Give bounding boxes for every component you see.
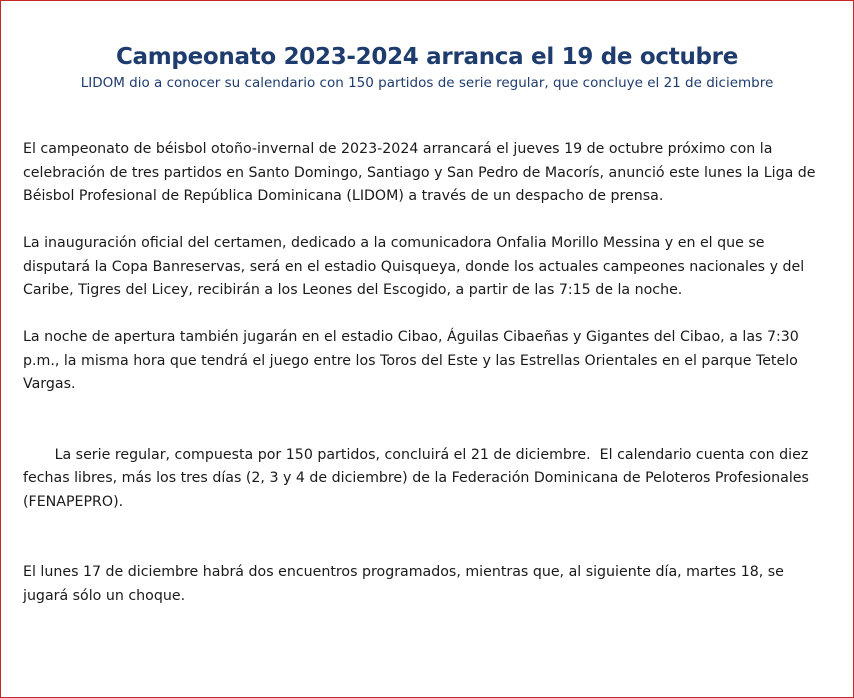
paragraph-5-text: El lunes 17 de diciembre habrá dos encuentros programados, mientras que, al siguiente día, martes 18, se jugará sólo un choque. xyxy=(23,564,784,604)
paragraph-1-text: El campeonato de béisbol otoño-invernal de 2023-2024 arrancará el jueves 19 de octubre próximo con la celebración de tres partidos en Santo Domingo, Santiago y San Pedro de Macorís, anunció este lunes la Liga de Béisbol Profesional de República Dominicana (LIDOM) a través de un despacho de prensa. xyxy=(23,141,816,204)
article-subtitle: LIDOM dio a conocer su calendario con 150 partidos de serie regular, que concluye el 21 de diciembre xyxy=(80,75,774,91)
paragraph-2-line-1: La inauguración oficial del certamen, dedicado a la comunicadora Onfalia Morillo Messina y en el que se xyxy=(23,235,765,251)
paragraph-5 xyxy=(23,561,823,608)
article-body xyxy=(23,138,823,632)
paragraph-2 xyxy=(23,232,823,303)
paragraph-4-text: La serie regular, compuesta por 150 partidos, concluirá el 21 de diciembre. El calendario cuenta con diez fechas libres, más los tres días (2, 3 y 4 de diciembre) de la Federación Dominicana de Peloteros Profesionales (FENAPEPRO). xyxy=(23,446,814,510)
paragraph-2-line-2: disputará la Copa Banreservas, será en el estadio Quisqueya, donde los actuales campeones nacionales y del Caribe, Tigres del Licey, recibirán a los Leones del Escogido, a partir de las 7:15 de la noche. xyxy=(23,258,805,298)
paragraph-1 xyxy=(23,138,823,209)
article-title: Campeonato 2023-2024 arranca el 19 de octubre xyxy=(115,44,739,70)
paragraph-3-text: La noche de apertura también jugarán en el estadio Cibao, Águilas Cibaeñas y Gigantes del Cibao, a las 7:30 p.m., la misma hora que tendrá el juego entre los Toros del Este y las Estrellas Orientales en el parque Tetelo Vargas. xyxy=(23,329,799,392)
paragraph-3 xyxy=(23,326,823,397)
article-header xyxy=(1,43,853,93)
paragraph-4 xyxy=(23,420,823,538)
